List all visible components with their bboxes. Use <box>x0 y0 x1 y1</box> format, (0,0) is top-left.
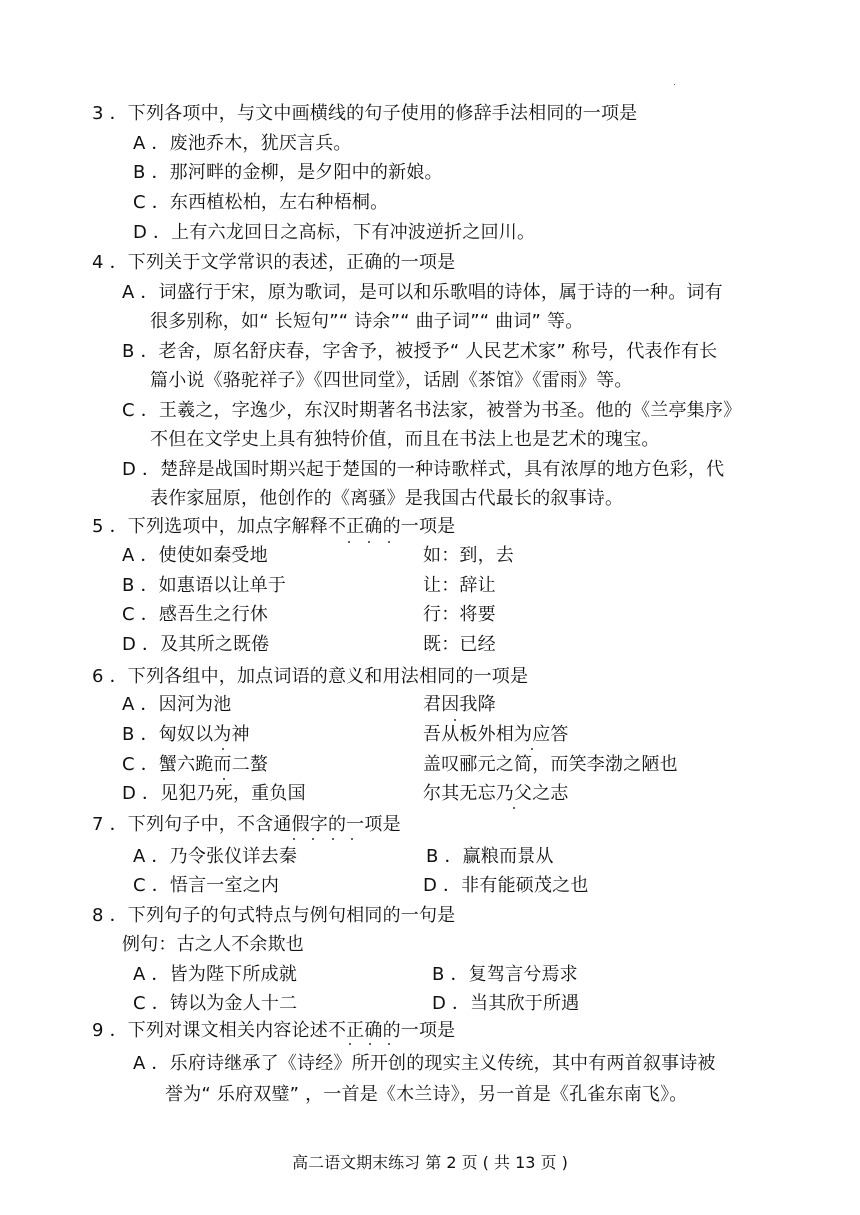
question-8-stem: 8 ．下列句子的句式特点与例句相同的一句是 <box>92 905 456 926</box>
question-6-option-b-left: B ．匈奴以为神 <box>122 724 250 745</box>
question-8-option-b: B ．复驾言兮焉求 <box>432 964 578 985</box>
question-7-option-c: C ．悟言一室之内 <box>133 875 280 896</box>
question-8-example: 例句：古之人不余欺也 <box>122 934 304 955</box>
question-4-stem: 4 ．下列关于文学常识的表述，正确的一项是 <box>92 252 456 273</box>
emphasis-dot <box>223 778 225 780</box>
question-8-option-a: A ．皆为陛下所成就 <box>133 964 298 985</box>
scan-speck <box>674 84 675 85</box>
question-5-option-d-gloss: 既：已经 <box>423 634 496 655</box>
emphasis-dot <box>388 1043 390 1045</box>
emphasis-dot <box>312 838 314 840</box>
question-4-option-a-line1: A ．词盛行于宋，原为歌词，是可以和乐歌唱的诗体，属于诗的一种。词有 <box>122 282 723 303</box>
emphasis-dot <box>349 1043 351 1045</box>
emphasis-dot <box>388 541 390 543</box>
emphasis-dot <box>369 1043 371 1045</box>
question-4-option-b-line1: B ．老舍，原名舒庆春，字舍予，被授予“ 人民艺术家” 称号，代表作有长 <box>122 341 718 362</box>
question-5-option-d: D ．及其所之既倦 <box>122 634 270 655</box>
question-9-stem: 9 ．下列对课文相关内容论述不正确的一项是 <box>92 1020 456 1041</box>
question-5-option-b: B ．如惠语以让单于 <box>122 575 287 596</box>
question-4-option-c-line2: 不但在文学史上具有独特价值，而且在书法上也是艺术的瑰宝。 <box>150 429 660 450</box>
question-5-option-c: C ．感吾生之行休 <box>122 604 269 625</box>
emphasis-dot <box>351 838 353 840</box>
question-7-stem: 7 ．下列句子中，不含通假字的一项是 <box>92 814 401 835</box>
question-7-option-a: A ．乃令张仪详去秦 <box>133 846 298 867</box>
question-3-option-b: B ．那河畔的金柳，是夕阳中的新娘。 <box>133 162 443 183</box>
question-3-stem: 3 ．下列各项中，与文中画横线的句子使用的修辞手法相同的一项是 <box>92 103 638 124</box>
question-6-option-a-left: A ．因河为池 <box>122 694 232 715</box>
emphasis-dot <box>454 719 456 721</box>
question-9-option-a-line2: 誉为“ 乐府双璧” ，一首是《木兰诗》，另一首是《孔雀东南飞》。 <box>165 1084 688 1105</box>
question-6-option-d-left: D ．见犯乃死，重负国 <box>122 783 306 804</box>
emphasis-dot <box>332 838 334 840</box>
question-6-stem: 6 ．下列各组中，加点词语的意义和用法相同的一项是 <box>92 666 529 687</box>
question-3-option-d: D ．上有六龙回日之高标，下有冲波逆折之回川。 <box>133 222 536 243</box>
question-8-option-d: D ．当其欣于所遇 <box>432 993 580 1014</box>
page-footer: 高二语文期末练习 第 2 页 ( 共 13 页 ) <box>292 1153 568 1172</box>
question-4-option-b-line2: 篇小说《骆驼祥子》《四世同堂》，话剧《茶馆》《雷雨》等。 <box>150 370 633 391</box>
question-4-option-d-line2: 表作家屈原，他创作的《离骚》是我国古代最长的叙事诗。 <box>150 488 624 509</box>
question-6-option-c-right: 盖叹郦元之简，而笑李渤之陋也 <box>423 754 678 775</box>
question-5-stem: 5 ．下列选项中，加点字解释不正确的一项是 <box>92 516 456 537</box>
question-9-option-a-line1: A ．乐府诗继承了《诗经》所开创的现实主义传统，其中有两首叙事诗被 <box>133 1053 716 1074</box>
emphasis-dot <box>513 807 515 809</box>
emphasis-dot <box>293 838 295 840</box>
question-4-option-c-line1: C ．王羲之，字逸少，东汉时期著名书法家，被誉为书圣。他的《兰亭集序》 <box>122 400 742 421</box>
question-5-option-a: A ．使使如秦受地 <box>122 545 268 566</box>
question-3-option-a: A ．废池乔木，犹厌言兵。 <box>133 133 352 154</box>
question-6-option-c-left: C ．蟹六跪而二螯 <box>122 754 269 775</box>
question-3-option-c: C ．东西植松柏，左右种梧桐。 <box>133 192 389 213</box>
question-6-option-b-right: 吾从板外相为应答 <box>423 724 569 745</box>
emphasis-dot <box>348 541 350 543</box>
question-5-option-b-gloss: 让：辞让 <box>423 575 496 596</box>
question-6-option-a-right: 君因我降 <box>423 694 496 715</box>
emphasis-dot <box>222 748 224 750</box>
emphasis-dot <box>531 748 533 750</box>
question-4-option-d-line1: D ．楚辞是战国时期兴起于楚国的一种诗歌样式，具有浓厚的地方色彩，代 <box>122 459 725 480</box>
question-4-option-a-line2: 很多别称，如“ 长短句”“ 诗余”“ 曲子词”“ 曲词” 等。 <box>150 311 584 332</box>
question-7-option-d: D ．非有能硕茂之也 <box>423 875 589 896</box>
question-8-option-c: C ．铸以为金人十二 <box>133 993 298 1014</box>
question-6-option-d-right: 尔其无忘乃父之志 <box>423 783 569 804</box>
emphasis-dot <box>368 541 370 543</box>
question-5-option-c-gloss: 行：将要 <box>423 604 496 625</box>
question-7-option-b: B ．赢粮而景从 <box>426 846 554 867</box>
question-5-option-a-gloss: 如：到，去 <box>423 545 514 566</box>
